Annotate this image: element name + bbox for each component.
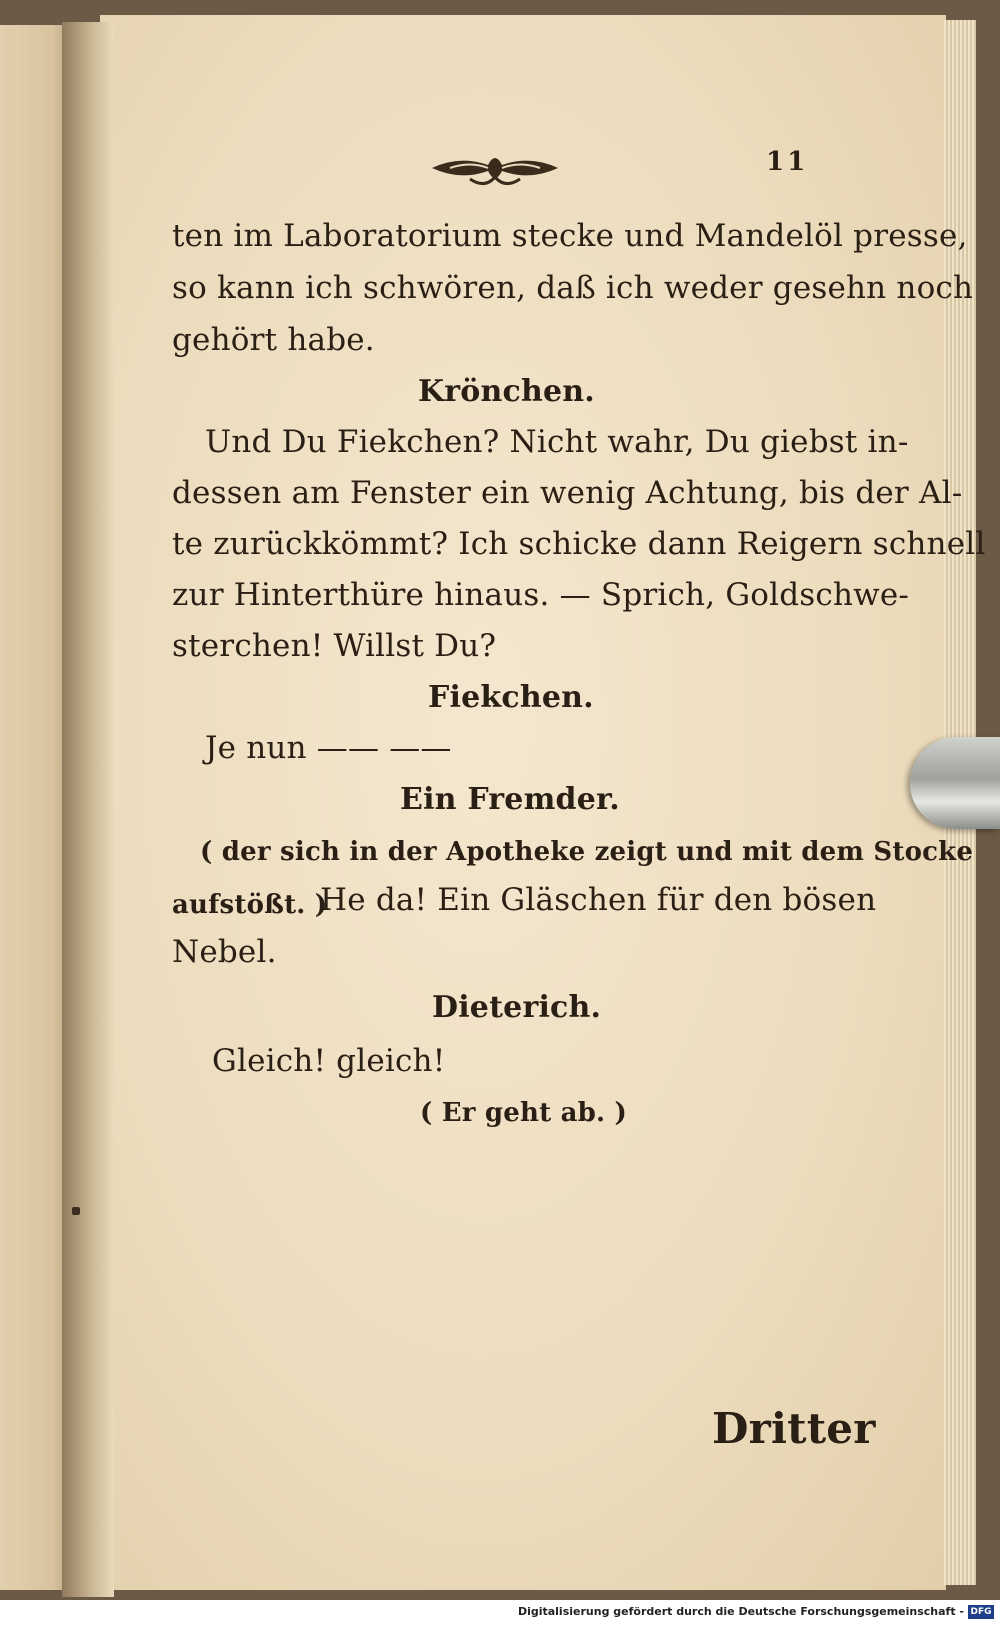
text-line: Und Du Fiekchen? Nicht wahr, Du giebst in- [205, 424, 909, 460]
text-line: ten im Laboratorium stecke und Mandelöl presse, [172, 218, 968, 254]
speaker-name: Dieterich. [432, 990, 602, 1025]
text-line: Gleich! gleich! [212, 1043, 446, 1079]
footer-bar [0, 1600, 1000, 1625]
dfg-logo: DFG [968, 1605, 994, 1619]
text-line: sterchen! Willst Du? [172, 628, 497, 664]
text-line: te zurückkömmt? Ich schicke dann Reigern schnell [172, 526, 986, 562]
stage-direction: ( der sich in der Apotheke zeigt und mit dem Stocke [200, 837, 974, 867]
page-clip [910, 737, 1000, 829]
text-line: gehört habe. [172, 322, 375, 358]
ornament-icon [430, 145, 560, 191]
page-number: 11 [766, 147, 809, 177]
stage-direction: aufstößt. ) [172, 890, 328, 920]
text-line: zur Hinterthüre hinaus. — Sprich, Goldschwe- [172, 577, 910, 613]
catchword: Dritter [712, 1404, 876, 1453]
stage-direction: ( Er geht ab. ) [420, 1098, 628, 1128]
speaker-name: Krönchen. [418, 374, 595, 409]
ink-mark [72, 1207, 80, 1215]
text-line: dessen am Fenster ein wenig Achtung, bis der Al- [172, 475, 963, 511]
text-line: He da! Ein Gläschen für den bösen [320, 882, 877, 918]
book-gutter [62, 22, 114, 1597]
text-line: Nebel. [172, 934, 277, 970]
speaker-name: Ein Fremder. [400, 782, 620, 817]
text-line: Je nun —— —— [205, 730, 452, 766]
text-line: so kann ich schwören, daß ich weder gesehn noch [172, 270, 974, 306]
footer-credit: Digitalisierung gefördert durch die Deutsche Forschungsgemeinschaft - [517, 1605, 964, 1618]
speaker-name: Fiekchen. [428, 680, 594, 715]
